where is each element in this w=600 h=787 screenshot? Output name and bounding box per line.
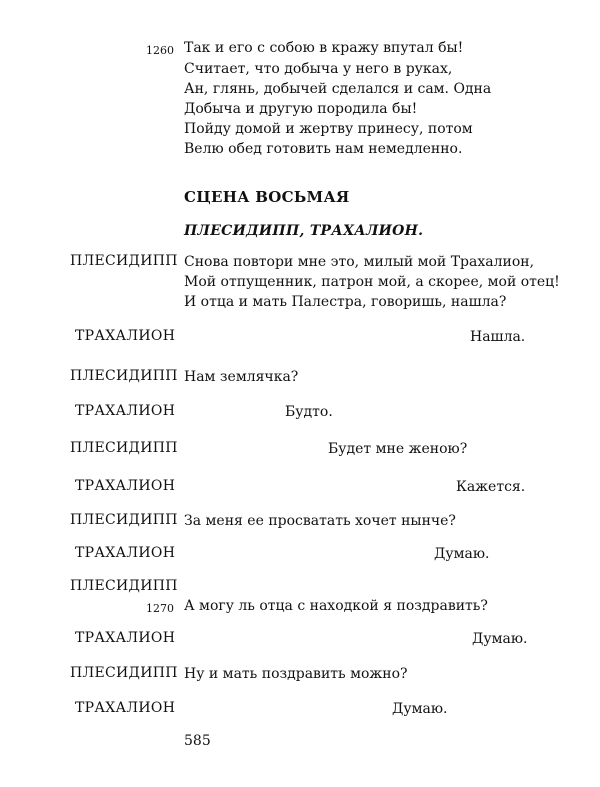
- speaker-name: ТРАХАЛИОН: [75, 328, 176, 344]
- verse-line: Так и его с собою в кражу впутал бы!: [184, 40, 464, 56]
- speaker-name: ПЛЕСИДИПП: [70, 440, 178, 456]
- verse-line: Кажется.: [456, 479, 526, 495]
- speaker-name: ПЛЕСИДИПП: [70, 368, 178, 384]
- verse-line: Ну и мать поздравить можно?: [184, 666, 408, 682]
- verse-line: Будет мне женою?: [328, 441, 468, 457]
- speaker-name: ТРАХАЛИОН: [75, 403, 176, 419]
- verse-line: Нашла.: [470, 329, 526, 345]
- verse-line: Мой отпущенник, патрон мой, а скорее, мой отец!: [184, 274, 560, 290]
- scene-title: СЦЕНА ВОСЬМАЯ: [184, 188, 350, 206]
- verse-line: Добыча и другую породила бы!: [184, 101, 418, 117]
- scene-persons: ПЛЕСИДИПП, ТРАХАЛИОН.: [184, 223, 424, 239]
- verse-line: Ан, глянь, добычей сделался и сам. Одна: [184, 81, 492, 97]
- verse-line: А могу ль отца с находкой я поздравить?: [184, 598, 488, 614]
- speaker-name: ПЛЕСИДИПП: [70, 512, 178, 528]
- line-number: 1260: [146, 44, 174, 57]
- verse-line: Будто.: [285, 404, 333, 420]
- verse-line: За меня ее просватать хочет нынче?: [184, 513, 456, 529]
- verse-line: И отца и мать Палестра, говоришь, нашла?: [184, 294, 507, 310]
- speaker-name: ТРАХАЛИОН: [75, 700, 176, 716]
- line-number: 1270: [146, 602, 174, 615]
- verse-line: Думаю.: [392, 701, 448, 717]
- speaker-name: ТРАХАЛИОН: [75, 630, 176, 646]
- verse-line: Считает, что добыча у него в руках,: [184, 61, 453, 77]
- page-number: 585: [184, 733, 211, 749]
- speaker-name: ПЛЕСИДИПП: [70, 665, 178, 681]
- verse-line: Велю обед готовить нам немедленно.: [184, 141, 463, 157]
- verse-line: Пойду домой и жертву принесу, потом: [184, 121, 473, 137]
- speaker-name: ТРАХАЛИОН: [75, 478, 176, 494]
- verse-line: Думаю.: [472, 631, 528, 647]
- verse-line: Снова повтори мне это, милый мой Трахалион,: [184, 254, 535, 270]
- verse-line: Нам землячка?: [184, 369, 299, 385]
- speaker-name: ПЛЕСИДИПП: [70, 578, 178, 594]
- verse-line: Думаю.: [434, 546, 490, 562]
- speaker-name: ПЛЕСИДИПП: [70, 253, 178, 269]
- speaker-name: ТРАХАЛИОН: [75, 545, 176, 561]
